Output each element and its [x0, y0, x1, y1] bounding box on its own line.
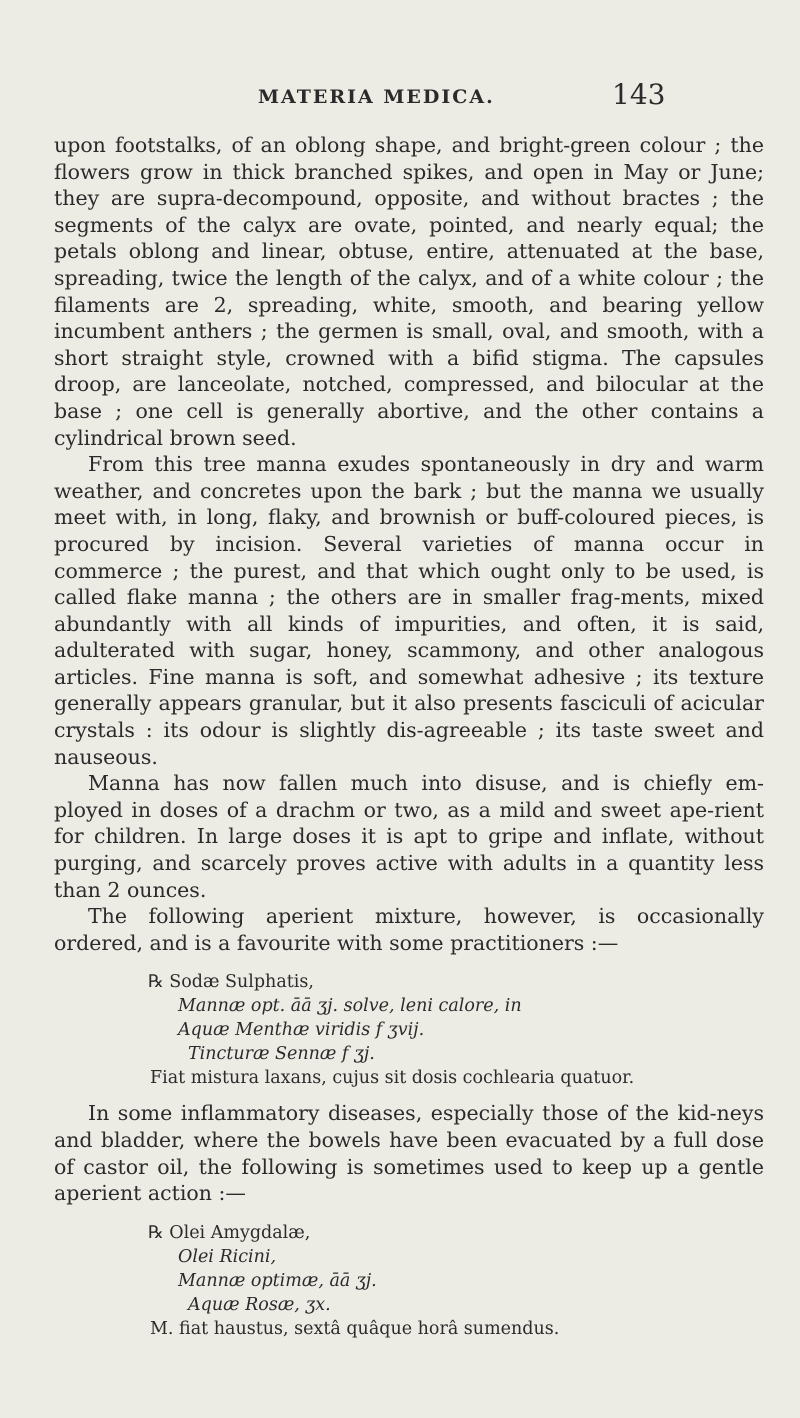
page-number: 143	[612, 78, 666, 111]
paragraph-mixture-intro: The following aperient mixture, however, is occasionally ordered, and is a favourite with some practitioners :—	[54, 904, 764, 955]
recipe-line: Aquæ Menthæ viridis f ʒvij.	[178, 1020, 425, 1041]
page-header	[0, 76, 800, 116]
recipe-line: Aquæ Rosæ, ʒx.	[188, 1294, 331, 1315]
paragraph-manna-origin: From this tree manna exudes spontaneously in dry and warm weather, and concretes upon the bark ; but the manna we usually meet with, in long, flaky, and brownish or buff-coloured pieces, is procured by incision. Several varieties of manna occur in commerce ; the purest, and that which ought only to be used, is called flake manna ; the others are in smaller frag-ments, mixed abundantly with all kinds of impurities, and often, it is said, adulterated with sugar, honey, scammony, and other analogous articles. Fine manna is soft, and somewhat adhesive ; its texture generally appears granular, but it also presents fasciculi of acicular crystals : its odour is slightly dis-agreeable ; its taste sweet and nauseous.	[54, 452, 764, 769]
recipe-line: Fiat mistura laxans, cujus sit dosis cochlearia quatuor.	[150, 1068, 635, 1089]
recipe-line: M. fiat haustus, sextâ quâque horâ sumendus.	[150, 1318, 560, 1339]
recipe-line: Tincturæ Sennæ f ʒj.	[188, 1044, 375, 1065]
recipe-line: ℞ Sodæ Sulphatis,	[148, 972, 314, 993]
recipe-line: Mannæ opt. āā ʒj. solve, leni calore, in	[178, 996, 522, 1017]
recipe-aperient-mixture	[54, 970, 764, 1090]
recipe-draught	[54, 1221, 764, 1341]
paragraph-inflammatory-intro: In some inflammatory diseases, especially those of the kid-neys and bladder, where the bowels have been evacuated by a full dose of castor oil, the following is sometimes used to keep up a gentle aperient action :—	[54, 1101, 764, 1206]
body-text	[54, 132, 764, 1351]
paragraph-botanical-description: upon footstalks, of an oblong shape, and bright-green colour ; the flowers grow in thick branched spikes, and open in May or June; they are supra-decompound, opposite, and without bractes ; the segments of the calyx are ovate, pointed, and nearly equal; the petals oblong and linear, obtuse, entire, attenuated at the base, spreading, twice the length of the calyx, and of a white colour ; the filaments are 2, spreading, white, smooth, and bearing yellow incumbent anthers ; the germen is small, oval, and smooth, with a short straight style, crowned with a bifid stigma. The capsules droop, are lanceolate, notched, compressed, and bilocular at the base ; one cell is generally abortive, and the other contains a cylindrical brown seed.	[54, 133, 764, 450]
recipe-line: Olei Ricini,	[178, 1246, 277, 1267]
running-head: MATERIA MEDICA.	[258, 86, 495, 108]
recipe-line: ℞ Olei Amygdalæ,	[148, 1222, 311, 1243]
paragraph-manna-use: Manna has now fallen much into disuse, and is chiefly em-ployed in doses of a drachm or two, as a mild and sweet ape-rient for children. In large doses it is apt to gripe and inflate, without purging, and scarcely proves active with adults in a quantity less than 2 ounces.	[54, 771, 764, 902]
recipe-line: Mannæ optimæ, āā ʒj.	[178, 1270, 377, 1291]
